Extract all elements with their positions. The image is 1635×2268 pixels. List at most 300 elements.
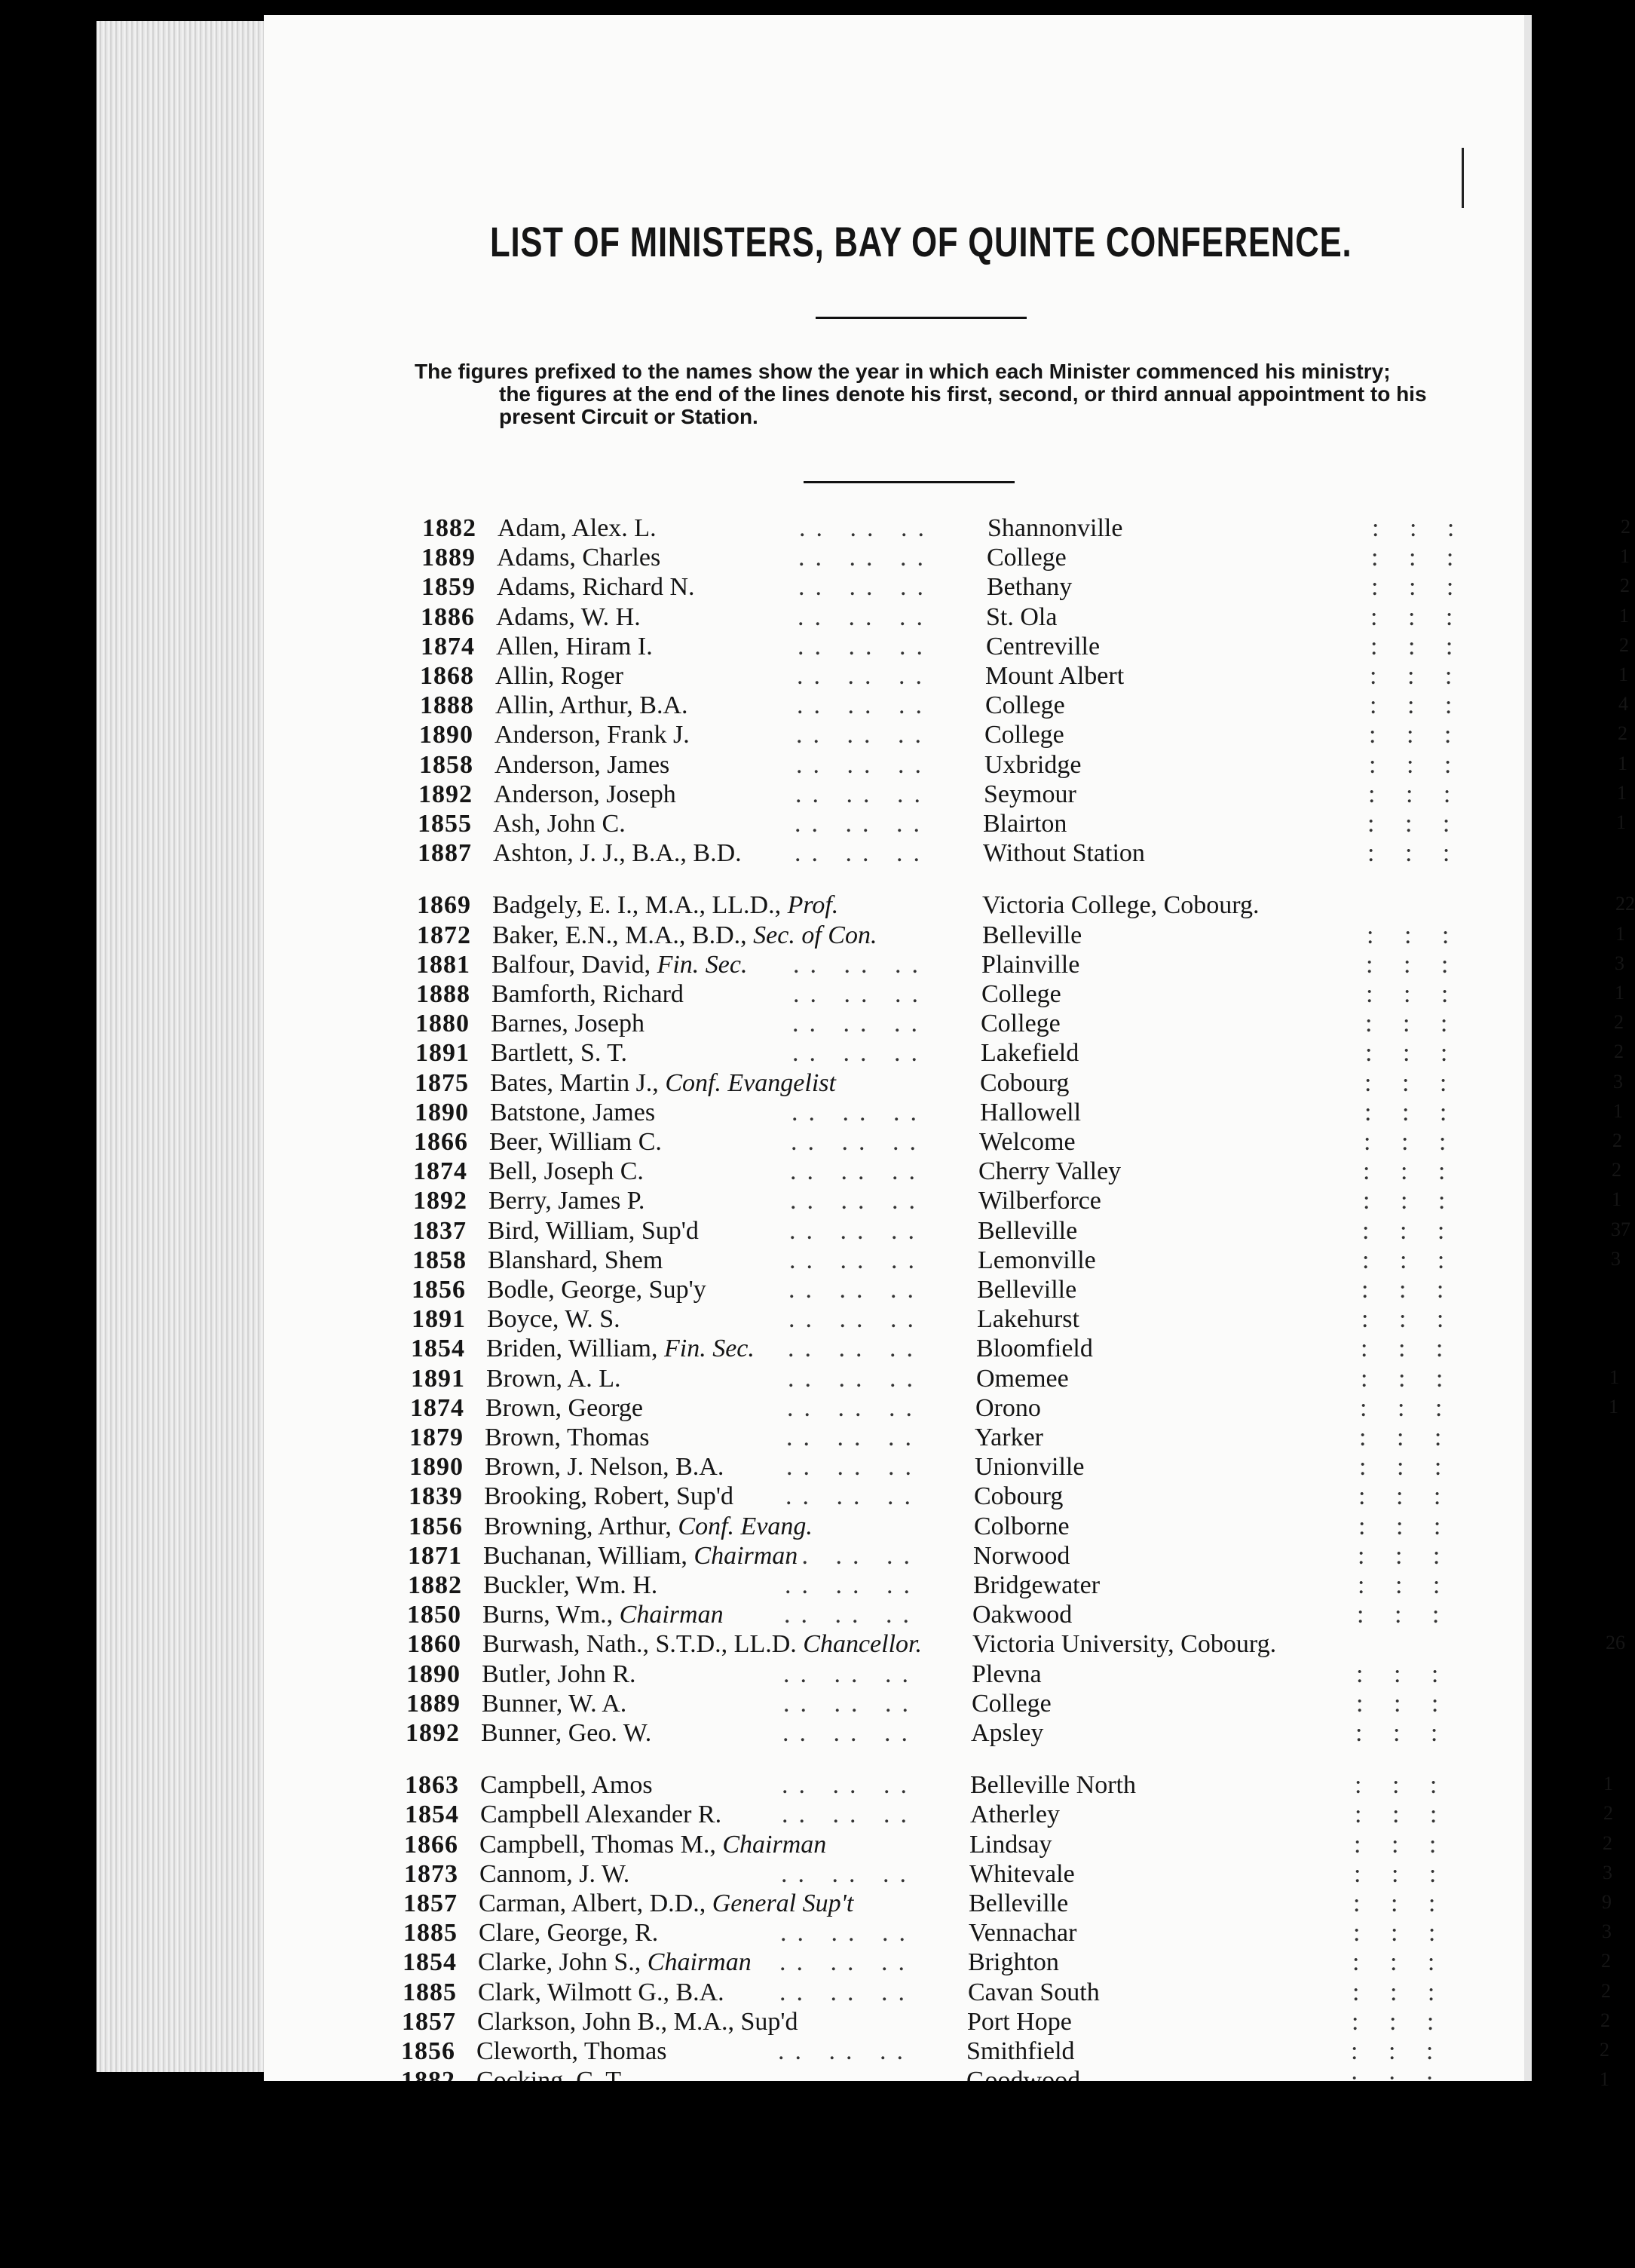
entry-name: [485, 1394, 643, 1423]
leader-dots-trailing: : : :: [1366, 950, 1461, 979]
entry-appointment-year: 26: [1606, 1632, 1625, 1654]
leader-dots: .. .. ..: [785, 1541, 920, 1570]
entry-name: [479, 1889, 853, 1918]
leader-dots-trailing: : : :: [1358, 1571, 1453, 1599]
entry-name-text: Butler, John R.: [482, 1660, 636, 1688]
entry-station: Oakwood: [972, 1601, 1073, 1629]
entry-name: [496, 603, 641, 632]
entry-name: [494, 780, 676, 809]
entry-name-text: Cleworth, Thomas: [476, 2037, 667, 2065]
entry-appointment-year: 2: [1614, 1041, 1624, 1063]
entry-appointment-year: 2: [1601, 1950, 1611, 1972]
entry-station: Hallowell: [980, 1098, 1082, 1126]
entry-office: Conf. Evangelist: [665, 1068, 836, 1097]
entry-name: [488, 1246, 663, 1275]
entry-year: 1890: [419, 721, 473, 749]
page-edge-strip: [1524, 15, 1532, 2081]
entry-appointment-year: 3: [1613, 1070, 1623, 1093]
leader-dots-trailing: : : :: [1355, 1801, 1450, 1829]
leader-dots-trailing: : : :: [1369, 721, 1464, 749]
leader-dots: .. .. ..: [781, 1859, 917, 1888]
entry-name: [486, 1335, 755, 1363]
leader-dots-trailing: : : :: [1362, 1216, 1457, 1245]
entry-name: [487, 1276, 706, 1304]
entry-station: Norwood: [973, 1541, 1070, 1570]
leader-dots-trailing: : : :: [1365, 1010, 1460, 1038]
entry-year: 1874: [410, 1393, 464, 1422]
leader-dots: .. .. ..: [797, 691, 932, 720]
entry-name: [482, 1601, 724, 1629]
entry-name-text: Bunner, W. A.: [482, 1689, 627, 1718]
entry-name: [491, 980, 684, 1009]
entry-appointment-year: 2: [1603, 1802, 1613, 1825]
entry-name: [497, 544, 660, 572]
entry-name: [489, 1128, 662, 1157]
entry-name-text: Brown, Thomas: [485, 1424, 650, 1451]
entry-appointment-year: 2: [1614, 1011, 1624, 1034]
entry-year: 1892: [418, 780, 473, 808]
leader-dots: .. .. ..: [795, 780, 931, 808]
leader-dots: .. .. ..: [783, 1689, 919, 1718]
leader-dots-trailing: : : :: [1370, 691, 1465, 720]
entry-name: [488, 1217, 699, 1246]
entry-appointment-year: 2: [1612, 1129, 1622, 1151]
entry-station: Cavan South: [968, 1978, 1100, 2006]
entry-office: Chairman: [722, 1830, 827, 1859]
entry-station: Belleville: [977, 1276, 1077, 1304]
entry-year: 1892: [413, 1187, 467, 1215]
entry-name: [498, 514, 657, 543]
explanatory-note: [415, 360, 1493, 428]
entry-office: Fin. Sec.: [663, 1335, 755, 1363]
leader-dots: .. .. ..: [787, 1393, 923, 1422]
leader-dots-trailing: : : :: [1358, 1541, 1453, 1570]
leader-dots-trailing: : : :: [1357, 1601, 1452, 1629]
leader-dots: .. .. ..: [788, 1364, 923, 1393]
entry-name-text: Bird, William, Sup'd: [488, 1216, 699, 1245]
leader-dots-trailing: : : :: [1368, 780, 1463, 808]
entry-office: Chancellor.: [803, 1630, 922, 1659]
entry-name: [478, 1948, 752, 1977]
entry-year: 1882: [422, 514, 476, 542]
entry-year: 1856: [401, 2037, 455, 2065]
entry-year: 1889: [421, 544, 476, 572]
entry-station: College: [985, 691, 1065, 720]
entry-station: Victoria University, Cobourg.: [972, 1630, 1277, 1659]
note-line-2: the figures at the end of the lines denote his first, second, or third annual appointment to his: [499, 382, 1427, 406]
entry-year: 1871: [408, 1541, 462, 1570]
entry-appointment-year: 3: [1602, 1920, 1612, 1943]
entry-name: [490, 1099, 655, 1127]
leader-dots-trailing: : : :: [1355, 1771, 1450, 1800]
entry-office: Conf. Evang.: [678, 1512, 813, 1540]
entry-name-text: Clarke, John S.,: [478, 1948, 641, 1977]
leader-dots: .. .. ..: [785, 1571, 920, 1599]
leader-dots: .. .. ..: [778, 2037, 914, 2065]
entry-name-text: Briden, William,: [486, 1335, 658, 1363]
entry-appointment-year: 2: [1603, 1831, 1612, 1854]
entry-station: Seymour: [984, 780, 1076, 808]
entry-station: Belleville: [969, 1889, 1069, 1917]
entry-station: Plevna: [972, 1660, 1042, 1688]
entry-station: College: [981, 1010, 1061, 1038]
leader-dots-trailing: : : :: [1364, 1128, 1459, 1156]
entry-name: [484, 1482, 733, 1511]
leader-dots: .. .. ..: [798, 544, 934, 572]
entry-station: Lakehurst: [977, 1305, 1079, 1334]
entry-name-text: Bartlett, S. T.: [491, 1039, 628, 1068]
entry-name-text: Balfour, David,: [491, 950, 651, 979]
entry-name-text: Anderson, James: [494, 750, 670, 779]
entry-name: [490, 1069, 836, 1098]
entry-name-text: Barnes, Joseph: [491, 1010, 645, 1038]
entry-station: Whitevale: [969, 1859, 1075, 1888]
entry-appointment-year: 1: [1616, 811, 1626, 833]
entry-name-text: Buchanan, William,: [483, 1541, 687, 1570]
leader-dots: .. .. ..: [793, 980, 929, 1008]
entry-year: 1888: [416, 980, 470, 1008]
entry-office: Chairman: [693, 1541, 798, 1570]
leader-dots-trailing: : : :: [1367, 839, 1462, 868]
entry-name: [477, 2008, 798, 2037]
entry-name: [485, 1424, 649, 1452]
entry-appointment-year: 2: [1620, 575, 1630, 597]
note-rule: [804, 481, 1015, 483]
leader-dots: .. .. ..: [785, 1482, 921, 1511]
entry-office: Chairman: [647, 1948, 752, 1977]
entry-year: 1869: [417, 891, 471, 920]
entry-name-text: Anderson, Joseph: [494, 780, 676, 808]
note-line-1: The figures prefixed to the names show the year in which each Minister commenced his ministry;: [415, 360, 1391, 383]
entry-year: 1863: [405, 1771, 459, 1800]
entry-station: College: [972, 1689, 1052, 1718]
entry-name-text: Bamforth, Richard: [491, 980, 684, 1008]
entry-name: [483, 1571, 657, 1600]
page-stack-edges: [96, 21, 266, 2072]
entry-name-text: Adam, Alex. L.: [498, 514, 657, 542]
entry-station: Orono: [975, 1393, 1041, 1422]
leader-dots: .. .. ..: [789, 1216, 925, 1245]
entry-year: 1854: [405, 1801, 459, 1829]
entry-year: 1890: [406, 1660, 461, 1688]
leader-dots: .. .. ..: [795, 810, 930, 838]
entry-name: [491, 1039, 627, 1068]
entry-name-text: Burns, Wm.,: [482, 1601, 614, 1629]
entry-station: Centreville: [986, 632, 1101, 660]
leader-dots-trailing: : : :: [1363, 1187, 1458, 1215]
entry-year: 1886: [421, 602, 475, 631]
entry-name: [479, 1919, 658, 1948]
entry-year: 1887: [418, 839, 472, 868]
entry-appointment-year: 1: [1613, 1099, 1623, 1122]
leader-dots: .. .. ..: [789, 1246, 925, 1274]
entry-station: Colborne: [974, 1512, 1070, 1540]
entry-year: 1850: [407, 1601, 461, 1629]
entry-appointment-year: 1: [1617, 781, 1627, 804]
entry-station: Smithfield: [966, 2037, 1075, 2065]
entry-name-text: Bunner, Geo. W.: [481, 1719, 652, 1747]
entry-appointment-year: 22: [1615, 893, 1635, 915]
leader-dots-trailing: : : :: [1356, 1689, 1451, 1718]
entry-name: [494, 751, 669, 780]
entry-appointment-year: 2: [1600, 2009, 1610, 2031]
entry-year: 1880: [415, 1010, 470, 1038]
entry-station: Blairton: [983, 810, 1067, 838]
entry-name-text: Clare, George, R.: [479, 1919, 659, 1948]
leader-dots: .. .. ..: [780, 1919, 916, 1948]
entry-year: 1882: [408, 1571, 462, 1599]
entry-name-text: Browning, Arthur,: [484, 1512, 672, 1540]
leader-dots: .. .. ..: [779, 1978, 915, 2006]
entry-station: College: [984, 721, 1064, 749]
entry-office: Fin. Sec.: [657, 950, 748, 979]
leader-dots: .. .. ..: [779, 1948, 915, 1977]
entry-name-text: Blanshard, Shem: [488, 1246, 663, 1274]
entry-station: Wilberforce: [978, 1187, 1101, 1215]
entry-station: Port Hope: [967, 2007, 1072, 2036]
leader-dots-trailing: : : :: [1352, 1978, 1447, 2006]
entry-name-text: Berry, James P.: [488, 1187, 645, 1215]
entry-name: [495, 691, 688, 720]
entry-station: Apsley: [971, 1719, 1044, 1747]
entry-name: [492, 921, 877, 950]
entry-name-text: Clark, Wilmott G., B.A.: [478, 1978, 724, 2006]
entry-name: [482, 1690, 626, 1718]
entry-year: 1858: [419, 750, 473, 779]
leader-dots: .. .. ..: [796, 750, 932, 779]
leader-dots-trailing: : : :: [1361, 1276, 1456, 1304]
entry-year: 1872: [417, 921, 471, 949]
entry-appointment-year: 1: [1600, 2068, 1609, 2091]
entry-name: [494, 721, 690, 749]
entry-appointment-year: 1: [1603, 1773, 1613, 1795]
entry-station: Bethany: [987, 573, 1073, 602]
entry-name-text: Batstone, James: [490, 1098, 656, 1126]
entry-name-text: Allen, Hiram I.: [496, 632, 653, 660]
leader-dots: .. .. ..: [799, 514, 935, 542]
entry-name: [480, 1801, 721, 1829]
entry-name-text: Anderson, Frank J.: [494, 721, 690, 749]
entry-year: 1868: [420, 662, 474, 690]
entry-name-text: Bell, Joseph C.: [488, 1157, 644, 1186]
leader-dots: .. .. ..: [791, 1098, 927, 1126]
leader-dots: .. .. ..: [782, 1771, 917, 1800]
entry-station: Cherry Valley: [978, 1157, 1122, 1186]
leader-dots-trailing: : : :: [1359, 1453, 1454, 1482]
leader-dots-trailing: : : :: [1358, 1512, 1453, 1540]
leader-dots: .. .. ..: [796, 721, 932, 749]
leader-dots-trailing: : : :: [1359, 1424, 1454, 1451]
entry-year: 1890: [415, 1098, 469, 1126]
leader-dots-trailing: : : :: [1353, 1919, 1448, 1948]
entry-appointment-year: 2: [1618, 722, 1627, 745]
document-page: [264, 15, 1635, 2091]
leader-dots: .. .. ..: [788, 1335, 923, 1363]
note-line-3: present Circuit or Station.: [499, 405, 758, 428]
entry-year: 1891: [415, 1039, 470, 1068]
entry-name-text: Badgely, E. I., M.A., LL.D.,: [492, 891, 782, 920]
entry-year: 1859: [421, 573, 476, 602]
leader-dots: .. .. ..: [786, 1453, 922, 1482]
entry-appointment-year: 1: [1618, 664, 1628, 685]
entry-appointment-year: 1: [1609, 1365, 1619, 1388]
leader-dots-trailing: : : :: [1361, 1335, 1456, 1363]
leader-dots: .. .. ..: [784, 1601, 920, 1629]
leader-dots-trailing: : : :: [1360, 1393, 1455, 1422]
entry-office: Prof.: [787, 891, 839, 920]
leader-dots-trailing: : : :: [1353, 1889, 1448, 1917]
title-rule: [816, 317, 1027, 319]
entry-station: Cobourg: [974, 1482, 1064, 1511]
entry-appointment-year: 2: [1600, 2039, 1609, 2061]
entry-name-text: Allin, Roger: [495, 662, 623, 690]
entry-appointment-year: 2: [1601, 1979, 1611, 2002]
entry-year: 1855: [418, 810, 472, 838]
entry-name-text: Campbell, Amos: [480, 1771, 653, 1800]
entry-year: 1858: [412, 1246, 467, 1274]
entry-name-text: Brown, George: [485, 1393, 643, 1422]
entry-station: Unionville: [975, 1453, 1085, 1482]
entry-name-text: Brown, J. Nelson, B.A.: [485, 1453, 724, 1482]
page-title: LIST OF MINISTERS, BAY OF QUINTE CONFERENCE.: [490, 218, 1352, 265]
entry-year: 1885: [403, 1978, 457, 2006]
entry-name: [481, 1719, 651, 1748]
entry-station: Welcome: [979, 1128, 1076, 1156]
leader-dots-trailing: : : :: [1364, 1068, 1459, 1097]
entry-appointment-year: 3: [1603, 1861, 1612, 1883]
entry-station: Belleville North: [970, 1771, 1137, 1800]
leader-dots-trailing: : : :: [1352, 1948, 1447, 1977]
entry-station: Omemee: [976, 1364, 1069, 1393]
entry-name: [487, 1305, 620, 1334]
entry-station: Vennachar: [969, 1919, 1077, 1948]
entry-year: 1856: [409, 1512, 463, 1540]
entry-year: 1860: [407, 1630, 461, 1659]
entry-year: 1839: [409, 1482, 463, 1511]
entry-appointment-year: 1: [1609, 1395, 1618, 1418]
leader-dots-trailing: : : :: [1367, 810, 1462, 838]
entry-name-text: Bates, Martin J.,: [490, 1068, 659, 1097]
entry-appointment-year: 2: [1619, 633, 1629, 656]
entry-year: 1854: [403, 1948, 457, 1977]
entry-year: 1866: [404, 1830, 458, 1859]
entry-year: 1881: [416, 950, 470, 979]
leader-dots-trailing: : : :: [1361, 1364, 1456, 1393]
entry-name-text: Brooking, Robert, Sup'd: [484, 1482, 734, 1511]
leader-dots: .. .. ..: [782, 1801, 917, 1829]
entry-name-text: Campbell Alexander R.: [480, 1801, 722, 1829]
entry-name: [492, 891, 838, 920]
leader-dots: .. .. ..: [786, 1424, 922, 1451]
entry-appointment-year: 1: [1620, 545, 1630, 568]
leader-dots-trailing: : : :: [1367, 921, 1462, 949]
leader-dots-trailing: : : :: [1354, 1859, 1449, 1888]
entry-appointment-year: 1: [1618, 752, 1627, 774]
leader-dots: .. .. ..: [782, 1719, 918, 1747]
entry-station: Lakefield: [981, 1039, 1079, 1068]
entry-station: Cobourg: [980, 1068, 1070, 1097]
entry-year: 1892: [406, 1719, 460, 1747]
entry-name: [488, 1187, 645, 1215]
entry-year: 1866: [414, 1128, 468, 1156]
entry-name-text: Beer, William C.: [489, 1128, 662, 1156]
entry-name: [493, 839, 742, 868]
leader-dots: .. .. ..: [788, 1276, 924, 1304]
entry-name: [484, 1513, 813, 1541]
leader-dots-trailing: : : :: [1364, 1098, 1459, 1126]
leader-dots-trailing: : : :: [1370, 632, 1465, 660]
entry-year: 1879: [409, 1424, 464, 1451]
entry-station: College: [987, 544, 1067, 572]
entry-name: [496, 633, 653, 661]
entry-station: Yarker: [975, 1424, 1043, 1451]
entry-station: Belleville: [978, 1216, 1078, 1245]
leader-dots: .. .. ..: [788, 1305, 924, 1334]
entry-year: 1857: [402, 2007, 456, 2036]
entry-station: St. Ola: [986, 602, 1058, 631]
leader-dots-trailing: : : :: [1372, 514, 1467, 542]
entry-name-text: Baker, E.N., M.A., B.D.,: [492, 921, 747, 949]
leader-dots: .. .. ..: [798, 632, 933, 660]
entry-station: Bloomfield: [976, 1335, 1093, 1363]
entry-name: [482, 1630, 922, 1659]
entry-name-text: Clarkson, John B., M.A., Sup'd: [477, 2007, 798, 2036]
entry-name-text: Carman, Albert, D.D.,: [479, 1889, 706, 1917]
leader-dots: .. .. ..: [791, 1128, 926, 1156]
leader-dots: .. .. ..: [793, 950, 929, 979]
entry-name: [491, 1010, 645, 1038]
entry-name: [486, 1365, 621, 1393]
leader-dots-trailing: : : :: [1370, 662, 1465, 690]
leader-dots: .. .. ..: [797, 662, 932, 690]
entry-name-text: Adams, Richard N.: [497, 573, 695, 602]
entry-name: [478, 1978, 724, 2007]
leader-dots: .. .. ..: [798, 573, 934, 602]
leader-dots-trailing: : : :: [1352, 2007, 1447, 2036]
entry-year: 1874: [421, 632, 475, 660]
entry-office: Chairman: [619, 1601, 724, 1629]
entry-station: College: [981, 980, 1061, 1008]
entry-office: General Sup't: [712, 1889, 854, 1917]
leader-dots-trailing: : : :: [1351, 2037, 1446, 2065]
leader-dots-trailing: : : :: [1358, 1482, 1453, 1511]
entry-station: Shannonville: [987, 514, 1123, 542]
entry-name-text: Allin, Arthur, B.A.: [495, 691, 688, 720]
leader-dots-trailing: : : :: [1354, 1830, 1449, 1859]
entry-year: 1857: [403, 1889, 458, 1917]
entry-name-text: Adams, W. H.: [496, 602, 641, 631]
page-corner-marker: [1462, 148, 1532, 208]
entry-name: [493, 810, 626, 838]
leader-dots-trailing: : : :: [1355, 1719, 1450, 1747]
leader-dots-trailing: : : :: [1363, 1157, 1458, 1186]
entry-station: Victoria College, Cobourg.: [982, 891, 1260, 920]
entry-year: 1874: [413, 1157, 467, 1186]
leader-dots-trailing: : : :: [1371, 573, 1466, 602]
entry-year: 1889: [406, 1689, 461, 1718]
entry-appointment-year: 2: [1621, 516, 1630, 538]
entry-station: Atherley: [970, 1801, 1060, 1829]
leader-dots: .. .. ..: [798, 602, 933, 631]
entry-name-text: Ashton, J. J., B.A., B.D.: [493, 839, 742, 868]
scan-border: [0, 2081, 1532, 2268]
entry-name: [497, 573, 695, 602]
entry-appointment-year: 3: [1615, 952, 1624, 974]
leader-dots: .. .. ..: [790, 1157, 926, 1186]
entry-station: Plainville: [981, 950, 1080, 979]
entry-name-text: Brown, A. L.: [486, 1364, 621, 1393]
leader-dots-trailing: : : :: [1356, 1660, 1451, 1688]
